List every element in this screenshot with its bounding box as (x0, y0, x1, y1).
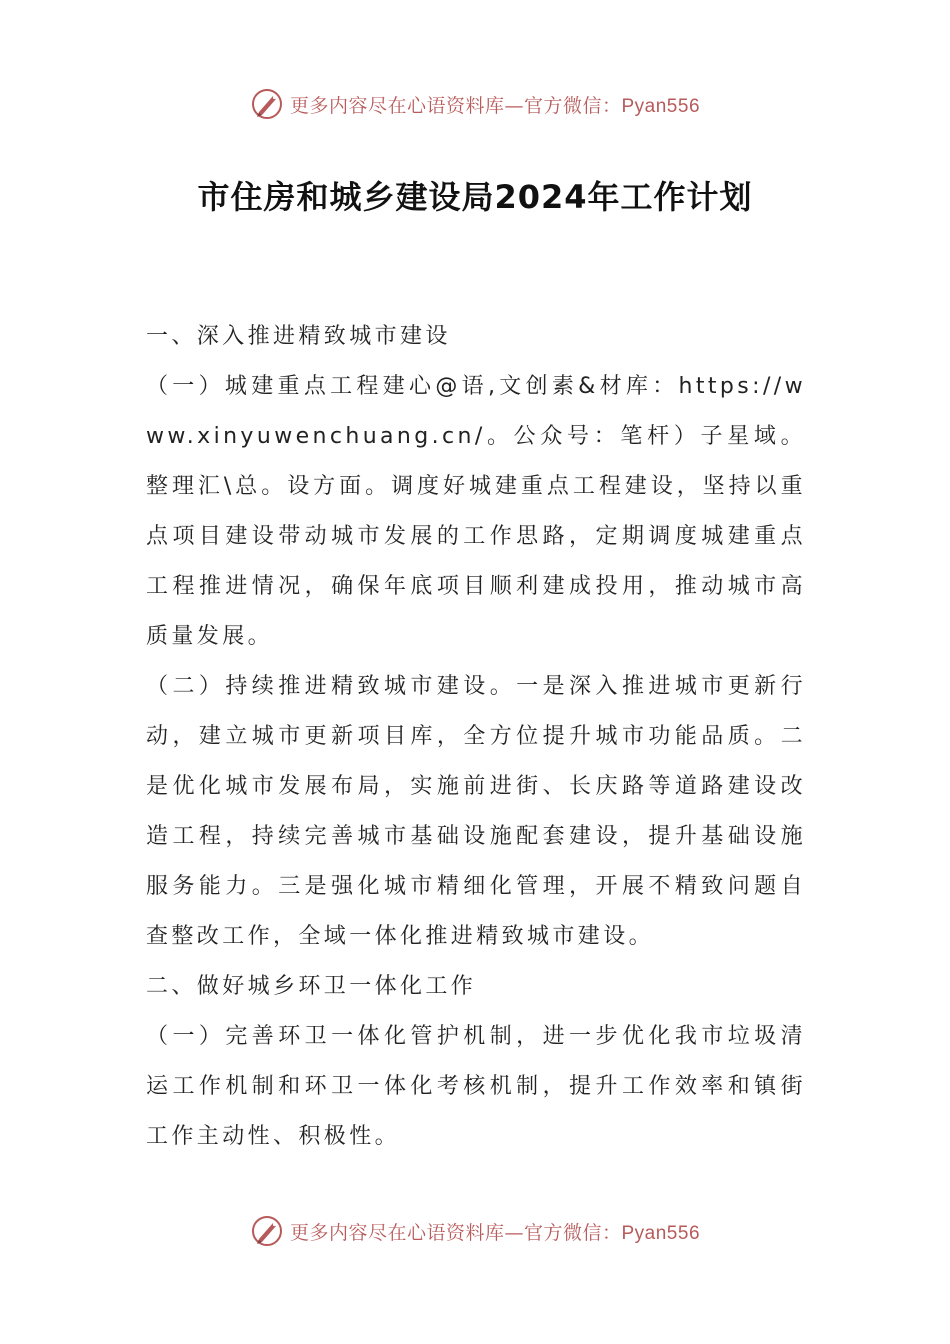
watermark-text: 更多内容尽在心语资料库—官方微信：Pyan556 (289, 1221, 701, 1244)
watermark-banner-bottom (0, 1211, 950, 1251)
section-heading-2: 二、做好城乡环卫一体化工作 (146, 974, 477, 999)
paragraph-1-2: （二）持续推进精致城市建设。一是深入推进城市更新行动，建立城市更新项目库，全方位提升城市功能品质。二是优化城市发展布局，实施前进街、长庆路等道路建设改造工程，持续完善城市基础设施配套建设，提升基础设施服务能力。三是强化城市精细化管理，开展不精致问题自查整改工作，全域一体化推进精致城市建设。 (146, 674, 806, 949)
paragraph-2-1: （一）完善环卫一体化管护机制，进一步优化我市垃圾清运工作机制和环卫一体化考核机制，提升工作效率和镇街工作主动性、积极性。 (146, 1024, 806, 1149)
document-title: 市住房和城乡建设局2024年工作计划 (197, 178, 753, 216)
document-body (146, 312, 806, 1162)
pen-logo-icon (250, 87, 284, 121)
paragraph-1-1: （一）城建重点工程建心@语,文创素&材库：https://www.xinyuwenchuang.cn/。公众号：笔杆）子星域。整理汇\总。设方面。调度好城建重点工程建设，坚持以重点项目建设带动城市发展的工作思路，定期调度城建重点工程推进情况，确保年底项目顺利建成投用，推动城市高质量发展。 (146, 374, 806, 649)
wechat-id: Pyan556 (621, 1222, 701, 1244)
section-heading-1: 一、深入推进精致城市建设 (146, 324, 451, 349)
watermark-text: 更多内容尽在心语资料库—官方微信：Pyan556 (289, 94, 701, 117)
wechat-id: Pyan556 (621, 95, 701, 117)
pen-logo-icon (250, 1214, 284, 1248)
watermark-banner-top (0, 84, 950, 124)
